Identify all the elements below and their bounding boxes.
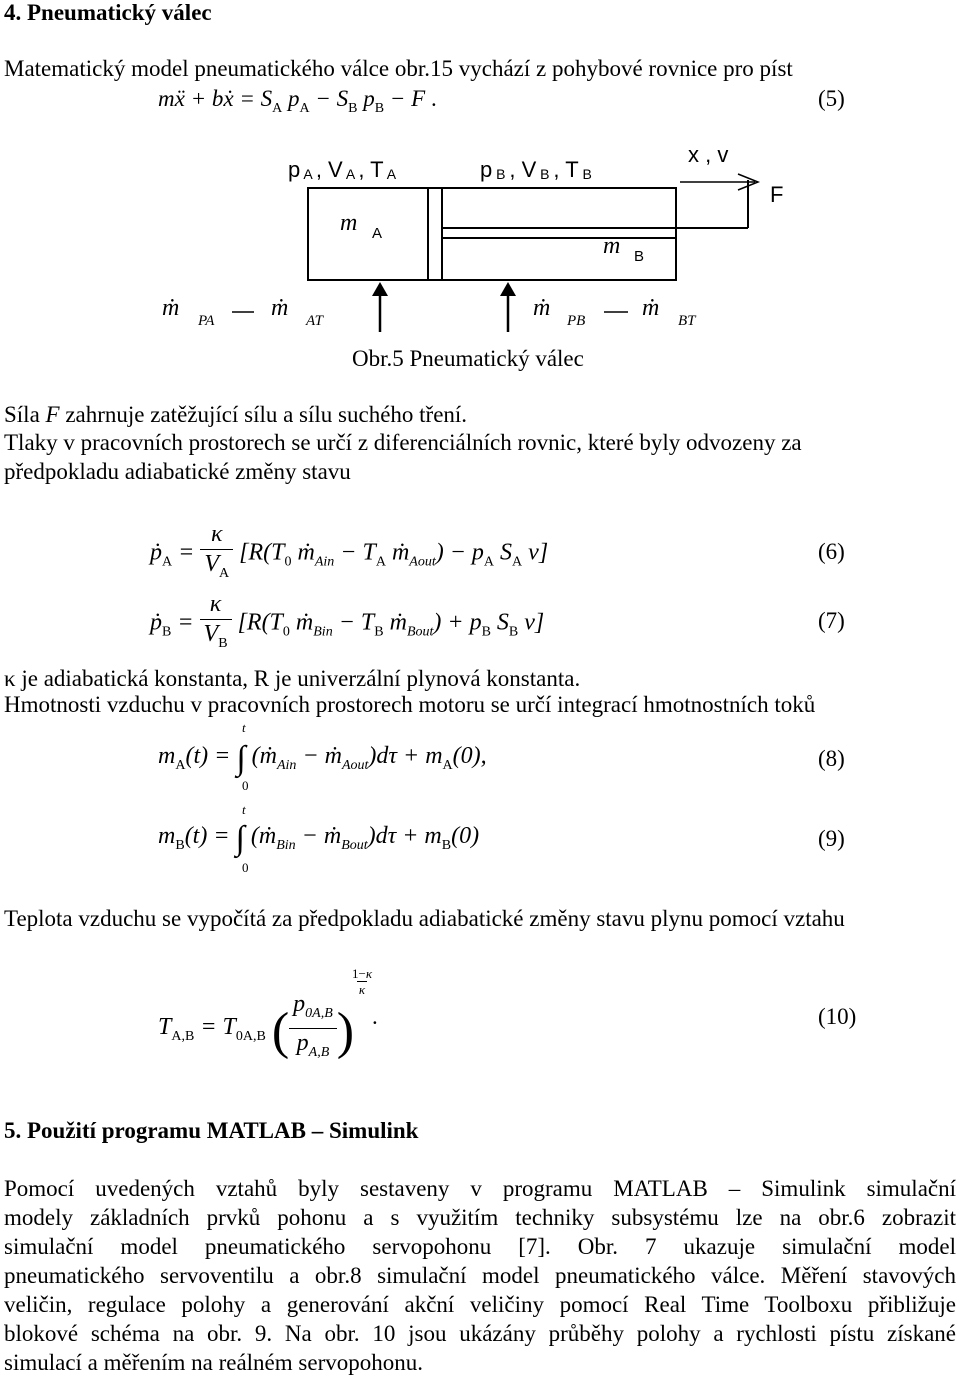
section-5-line-4: pneumatického servoventilu a obr.8 simulační model pneumatického válce. Měření stavových: [4, 1263, 956, 1288]
equation-9: $m_B(t)$ = ∫ (ṁ$_{Bin}$ − ṁ$_{Bout}$)dτ + $m_B(0)$: [158, 820, 480, 857]
label-m-at: ṁ: [271, 295, 289, 321]
equation-8-number: (8): [818, 746, 845, 771]
section-5-line-2: modely základních prvků pohonu a s využitím techniky subsystému lze na obr.6 zobrazit: [4, 1205, 956, 1230]
equation-10: $T_{A,B} = T_{0A,B}$ ( $\frac{p_{0A,B}}{p_{A,B}}$ ): [158, 991, 355, 1061]
text-pressures: Tlaky v pracovních prostorech se určí z diferenciálních rovnic, které byly odvozeny za: [4, 430, 802, 455]
label-x-v: x , v: [688, 142, 729, 167]
svg-text:A: A: [372, 225, 383, 242]
piston: [428, 188, 442, 280]
text-masses: Hmotnosti vzduchu v pracovních prostorech motoru se určí integrací hmotnostních toků: [4, 692, 816, 717]
cylinder-body: [308, 188, 676, 280]
section-4-title: 4. Pneumatický válec: [4, 0, 212, 25]
label-m-pb: ṁ: [533, 295, 551, 321]
equation-9-number: (9): [818, 826, 845, 851]
section-5-line-6: blokové schéma na obr. 9. Na obr. 10 jsou ukázány průběhy polohy a rychlosti pístu získané: [4, 1321, 956, 1346]
text-kappa: κ je adiabatická konstanta, R je univerzální plynová konstanta.: [4, 666, 581, 691]
intro-text: Matematický model pneumatického válce obr.15 vychází z pohybové rovnice pro píst: [4, 56, 793, 81]
svg-text:B: B: [634, 248, 645, 265]
equation-8: $m_A(t)$ = ∫ (ṁ$_{Ain}$ − ṁ$_{Aout}$)dτ + $m_A(0)$,: [158, 740, 487, 777]
label-pb-vb-tb: p B , V B , T B: [480, 157, 592, 182]
section-5-line-1: Pomocí uvedených vztahů byly sestaveny v programu MATLAB – Simulink simulační: [4, 1176, 956, 1201]
svg-text:BT: BT: [678, 313, 696, 329]
figure-caption: Obr.5 Pneumatický válec: [352, 346, 584, 371]
text-adiabatic: předpokladu adiabatické změny stavu: [4, 459, 351, 484]
equation-7: ṗ$_B$ = $\frac{\kappa}{V_B}$ [$R(T_0$ ṁ$_{Bin}$ − $T_B$ ṁ$_{Bout}$) + $p_B$ $S_B$ v]: [150, 591, 545, 651]
svg-text:PB: PB: [567, 313, 586, 329]
text-temperature: Teplota vzduchu se vypočítá za předpokladu adiabatické změny stavu plynu pomocí vztahu: [4, 906, 845, 931]
text-force: Síla F zahrnuje zatěžující sílu a sílu suchého tření.: [4, 402, 468, 427]
equation-7-number: (7): [818, 608, 845, 633]
section-5-line-7: simulací a měřením na reálném servopohonu.: [4, 1350, 423, 1375]
label-mass-b: m: [603, 233, 621, 259]
section-5-line-3: simulační model pneumatického servopohonu [7]. Obr. 7 ukazuje simulační model: [4, 1234, 956, 1259]
equation-6-number: (6): [818, 539, 845, 564]
section-5-line-5: veličin, regulace polohy a generování akční veličiny pomocí Real Time Toolboxu přibližuje: [4, 1292, 956, 1317]
label-m-pa: ṁ: [162, 295, 180, 321]
label-force-f: F: [770, 182, 784, 207]
label-m-bt: ṁ: [642, 295, 660, 321]
label-mass-a: m: [340, 210, 358, 236]
section-5-title: 5. Použití programu MATLAB – Simulink: [4, 1118, 419, 1143]
label-pa-va-ta: p A , V A , T A: [288, 157, 397, 182]
svg-text:AT: AT: [306, 313, 323, 329]
svg-text:PA: PA: [198, 313, 215, 329]
equation-5-number: (5): [818, 86, 845, 111]
equation-6: ṗ$_A$ = $\frac{\kappa}{V_A}$ [$R(T_0$ ṁ$_{Ain}$ − $T_A$ ṁ$_{Aout}$) − $p_A$ $S_A$ v]: [150, 521, 549, 581]
equation-5: mẍ + bẋ = $S_A$ $p_A - S_B$ $p_B - F$ .: [158, 86, 437, 116]
equation-10-number: (10): [818, 1004, 857, 1029]
